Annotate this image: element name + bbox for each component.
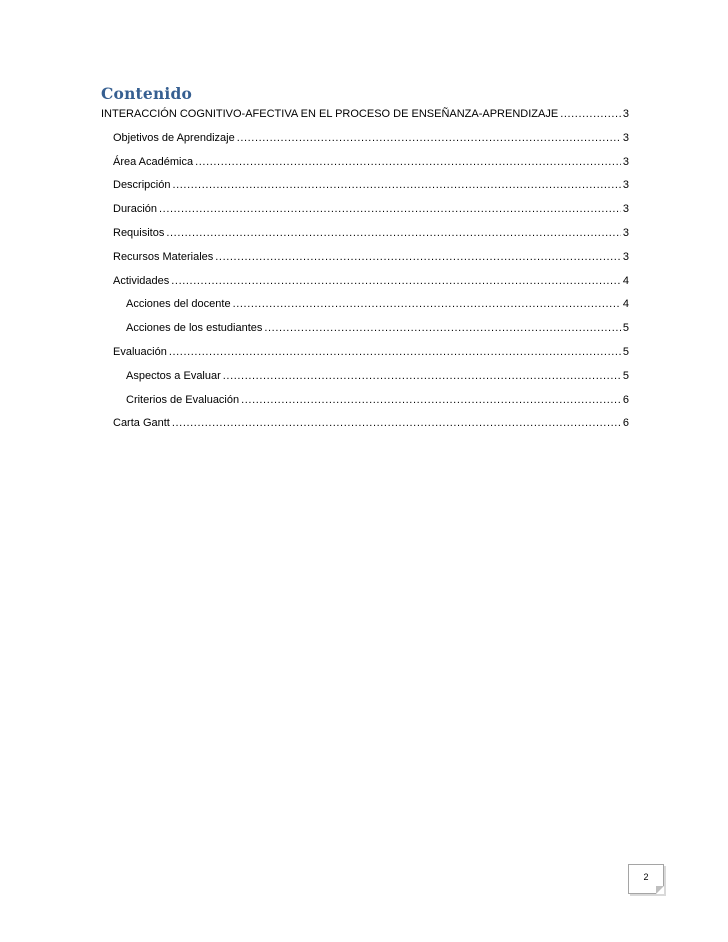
toc-entry[interactable] [126, 296, 629, 312]
toc-entry-page: 5 [622, 322, 629, 335]
toc-entry-page: 6 [622, 393, 629, 406]
toc-title: Contenido [101, 84, 193, 103]
toc-entry-page: 3 [622, 131, 629, 144]
toc-entry[interactable] [126, 368, 629, 384]
toc-entry-page: 3 [622, 227, 629, 239]
toc-dot-leader [172, 415, 621, 431]
toc-dot-leader [233, 296, 621, 312]
toc-dot-leader [223, 368, 621, 384]
toc-entry-label: Actividades [113, 274, 170, 287]
toc-entry-label: Carta Gantt [113, 417, 170, 430]
toc-entry-page: 3 [622, 203, 629, 216]
toc-entry-page: 4 [622, 274, 629, 287]
toc-entry[interactable] [113, 273, 629, 289]
toc-entry[interactable] [113, 130, 629, 146]
page-number-box [628, 864, 664, 894]
toc-entry-label: Aspectos a Evaluar [126, 369, 221, 382]
toc-entry-page: 3 [622, 179, 629, 192]
toc-entry-label: Acciones de los estudiantes [126, 322, 263, 335]
toc-dot-leader [215, 249, 621, 265]
toc-dot-leader [241, 392, 621, 408]
toc-entry-label: INTERACCIÓN COGNITIVO-AFECTIVA EN EL PROCESO DE ENSEÑANZA-APRENDIZAJE [101, 108, 559, 120]
toc-entry[interactable] [113, 415, 629, 431]
toc-dot-leader [171, 273, 621, 289]
toc-entry-label: Requisitos [113, 227, 165, 239]
toc-entry-label: Área Académica [113, 155, 194, 168]
toc-dot-leader [195, 154, 621, 170]
toc-entry-page: 3 [622, 250, 629, 263]
toc-entry[interactable] [126, 392, 629, 408]
toc-entry[interactable] [126, 320, 629, 336]
toc-dot-leader [237, 130, 621, 146]
toc-entry[interactable] [113, 154, 629, 170]
toc-entry-label: Descripción [113, 179, 171, 192]
toc-entry[interactable] [113, 225, 629, 241]
toc-dot-leader [166, 225, 621, 241]
toc-dot-leader [169, 344, 621, 360]
toc-entry-page: 5 [622, 369, 629, 382]
toc-entry-label: Evaluación [113, 346, 167, 358]
toc-dot-leader [560, 106, 621, 122]
toc-dot-leader [172, 177, 620, 193]
toc-entry-label: Objetivos de Aprendizaje [113, 131, 235, 144]
toc-dot-leader [264, 320, 621, 336]
toc-entry[interactable] [113, 177, 629, 193]
toc-entry-page: 3 [622, 155, 629, 168]
toc-entry-label: Recursos Materiales [113, 250, 214, 263]
toc-dot-leader [159, 201, 621, 217]
toc-entry-page: 4 [622, 298, 629, 311]
toc-entry[interactable] [113, 344, 629, 360]
toc-entry[interactable] [113, 249, 629, 265]
toc-entry-page: 5 [622, 346, 629, 358]
toc-entry-label: Duración [113, 203, 158, 216]
toc-entry-label: Acciones del docente [126, 298, 231, 311]
toc-entry-page: 3 [622, 108, 629, 120]
page-corner-fold [656, 886, 664, 894]
page-number: 2 [643, 872, 649, 882]
toc-entry[interactable] [101, 106, 629, 122]
toc-entry[interactable] [113, 201, 629, 217]
toc-entry-label: Criterios de Evaluación [126, 393, 240, 406]
toc-entry-page: 6 [622, 417, 629, 430]
